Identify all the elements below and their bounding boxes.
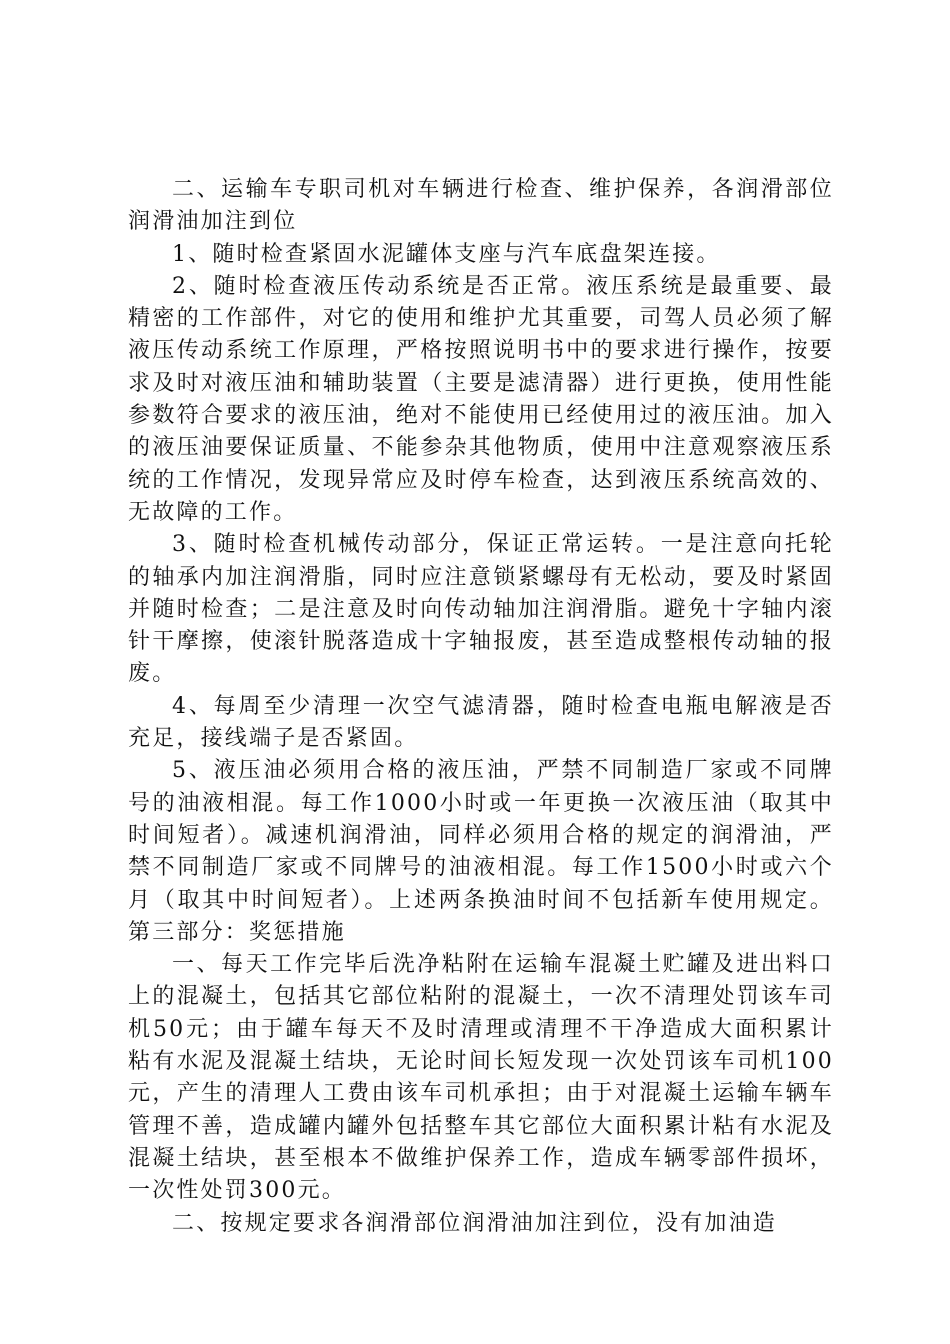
document-body (128, 174, 834, 1240)
paragraph-item-4: 4、每周至少清理一次空气滤清器，随时检查电瓶电解液是否充足，接线端子是否紧固。 (128, 693, 834, 752)
paragraph-item-2: 2、随时检查液压传动系统是否正常。液压系统是最重要、最精密的工作部件，对它的使用和维护尤其重要，司驾人员必须了解液压传动系统工作原理，严格按照说明书中的要求进行操作，按要求及时对液压油和辅助装置（主要是滤清器）进行更换，使用性能参数符合要求的液压油，绝对不能使用已经使用过的液压油。加入的液压油要保证质量、不能参杂其他物质，使用中注意观察液压系统的工作情况，发现异常应及时停车检查，达到液压系统高效的、无故障的工作。 (128, 273, 834, 525)
paragraph-item-1: 1、随时检查紧固水泥罐体支座与汽车底盘架连接。 (172, 241, 721, 267)
paragraph-penalty-2: 二、按规定要求各润滑部位润滑油加注到位，没有加油造 (172, 1210, 778, 1236)
paragraph-item-3: 3、随时检查机械传动部分，保证正常运转。一是注意向托轮的轴承内加注润滑脂，同时应注意锁紧螺母有无松动，要及时紧固并随时检查；二是注意及时向传动轴加注润滑脂。避免十字轴内滚针干摩擦，使滚针脱落造成十字轴报废，甚至造成整根传动轴的报废。 (128, 532, 834, 687)
paragraph-item-5: 5、液压油必须用合格的液压油，严禁不同制造厂家或不同牌号的油液相混。每工作1000小时或一年更换一次液压油（取其中时间短者）。减速机润滑油，同样必须用合格的规定的润滑油，严禁不同制造厂家或不同牌号的油液相混。每工作1500小时或六个月（取其中时间短者）。上述两条换油时间不包括新车使用规定。第三部分：奖惩措施 (128, 758, 834, 945)
paragraph-section-two-heading: 二、运输车专职司机对车辆进行检查、维护保养，各润滑部位润滑油加注到位 (128, 177, 834, 235)
paragraph-penalty-1: 一、每天工作完毕后洗净粘附在运输车混凝土贮罐及进出料口上的混凝土，包括其它部位粘附的混凝土，一次不清理处罚该车司机50元；由于罐车每天不及时清理或清理不干净造成大面积累计粘有水泥及混凝土结块，无论时间长短发现一次处罚该车司机100元，产生的清理人工费由该车司机承担；由于对混凝土运输车辆车管理不善，造成罐内罐外包括整车其它部位大面积累计粘有水泥及混凝土结块，甚至根本不做维护保养工作，造成车辆零部件损坏，一次性处罚300元。 (128, 952, 834, 1204)
